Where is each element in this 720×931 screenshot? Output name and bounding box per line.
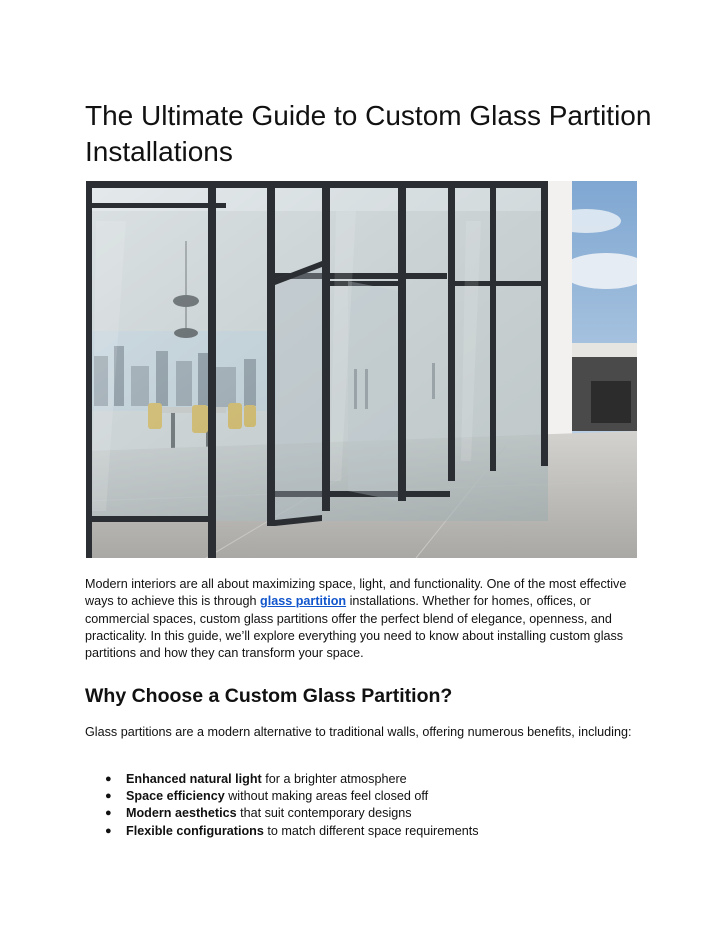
intro-text-start: Modern interiors are all about maximizing space, light, and functionality. One of the most effective ways to achieve this is through [85,577,627,609]
benefit-text: for a brighter atmosphere [261,772,407,786]
benefit-text: to match different space requirements [263,823,479,838]
benefit-title: Space efficiency [126,789,225,804]
benefit-text: that suit contemporary designs [236,806,412,821]
benefits-list [85,771,479,840]
section-intro-paragraph: Glass partitions are a modern alternative to traditional walls, offering numerous benefits, including: [85,725,632,739]
section-heading: Why Choose a Custom Glass Partition? [85,685,453,707]
page-title: The Ultimate Guide to Custom Glass Partition Installations [85,100,652,167]
benefit-title: Modern aesthetics [126,806,237,821]
intro-text-end: installations. Whether for homes, offices, or commercial spaces, custom glass partitions offer the perfect blend of elegance, openness, and practicality. In this guide, we’ll explore everything you need to know about installing custom glass partitions and how they can transform your space. [85,594,624,661]
list-item [85,788,479,805]
list-item [85,771,479,788]
intro-paragraph [85,576,645,662]
glass-partition-photo [86,181,637,558]
benefit-text: without making areas feel closed off [224,789,429,804]
bullet-icon: ● [105,824,112,837]
bullet-icon: ● [105,807,112,820]
bullet-icon: ● [105,790,112,803]
glass-partition-link[interactable]: glass partition [260,594,347,609]
benefit-title: Enhanced natural light [126,772,262,786]
list-item [85,823,479,840]
list-item [85,805,479,822]
bullet-icon: ● [105,773,112,785]
benefit-title: Flexible configurations [126,823,264,838]
